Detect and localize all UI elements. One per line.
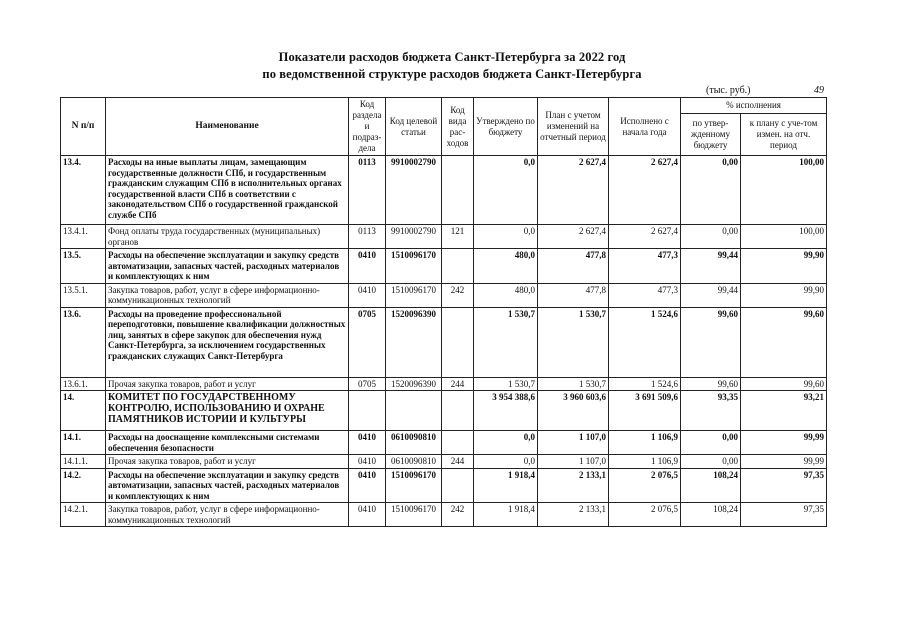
cell-utv: 1 530,7 <box>474 307 538 377</box>
table-row <box>61 468 827 503</box>
cell-statya: 9910002790 <box>386 225 442 249</box>
cell-name: Расходы на обеспечение эксплуатации и закупку средств автоматизации, запасных частей, расходных материалов и комплектующих к ним <box>106 249 349 284</box>
cell-utv: 1 918,4 <box>474 503 538 527</box>
cell-isp: 1 106,9 <box>609 431 681 455</box>
cell-pct-plan: 99,99 <box>741 455 827 469</box>
cell-pct-utv: 0,00 <box>681 431 741 455</box>
cell-razdel: 0113 <box>349 156 386 225</box>
cell-isp: 2 627,4 <box>609 225 681 249</box>
cell-statya: 1510096170 <box>386 283 442 307</box>
cell-plan: 1 107,0 <box>538 431 609 455</box>
cell-pct-utv: 108,24 <box>681 503 741 527</box>
cell-pct-utv: 99,60 <box>681 307 741 377</box>
cell-pct-plan: 99,99 <box>741 431 827 455</box>
table-row <box>61 156 827 225</box>
cell-name: Фонд оплаты труда государственных (муниципальных) органов <box>106 225 349 249</box>
cell-razdel: 0410 <box>349 431 386 455</box>
cell-statya: 1510096170 <box>386 503 442 527</box>
header-isp: Исполнено с начала года <box>609 98 681 156</box>
cell-utv: 3 954 388,6 <box>474 391 538 431</box>
cell-np: 14.2.1. <box>61 503 106 527</box>
table-row <box>61 283 827 307</box>
cell-razdel <box>349 391 386 431</box>
cell-np: 14.1. <box>61 431 106 455</box>
cell-isp: 1 106,9 <box>609 455 681 469</box>
cell-razdel: 0410 <box>349 455 386 469</box>
header-plan: План с учетом изменений на отчетный период <box>538 98 609 156</box>
cell-vid: 242 <box>442 503 474 527</box>
cell-plan: 477,8 <box>538 283 609 307</box>
cell-isp: 2 076,5 <box>609 468 681 503</box>
table-row <box>61 249 827 284</box>
cell-isp: 2 076,5 <box>609 503 681 527</box>
table-row <box>61 307 827 377</box>
cell-vid: 242 <box>442 283 474 307</box>
table-row <box>61 391 827 431</box>
cell-plan: 2 133,1 <box>538 503 609 527</box>
cell-plan: 1 107,0 <box>538 455 609 469</box>
page-number: 49 <box>814 85 824 96</box>
cell-plan: 2 133,1 <box>538 468 609 503</box>
cell-isp: 2 627,4 <box>609 156 681 225</box>
cell-pct-plan: 99,60 <box>741 377 827 391</box>
cell-pct-plan: 97,35 <box>741 503 827 527</box>
cell-pct-plan: 100,00 <box>741 156 827 225</box>
cell-vid <box>442 391 474 431</box>
table-row <box>61 377 827 391</box>
cell-name: Закупка товаров, работ, услуг в сфере информационно-коммуникационных технологий <box>106 503 349 527</box>
header-pct-plan: к плану с уче-том измен. на отч. период <box>741 113 827 155</box>
cell-pct-plan: 99,90 <box>741 249 827 284</box>
cell-utv: 1 918,4 <box>474 468 538 503</box>
cell-utv: 0,0 <box>474 225 538 249</box>
cell-name: Расходы на дооснащение комплексными системами обеспечения безопасности <box>106 431 349 455</box>
header-pct-group: % исполнения <box>681 98 827 114</box>
cell-name: КОМИТЕТ ПО ГОСУДАРСТВЕННОМУ КОНТРОЛЮ, ИСПОЛЬЗОВАНИЮ И ОХРАНЕ ПАМЯТНИКОВ ИСТОРИИ И КУЛЬТУРЫ <box>106 391 349 431</box>
cell-statya: 9910002790 <box>386 156 442 225</box>
units-label: (тыс. руб.) <box>706 85 751 96</box>
cell-vid <box>442 249 474 284</box>
table-row <box>61 503 827 527</box>
cell-vid: 244 <box>442 455 474 469</box>
header-utv: Утверждено по бюджету <box>474 98 538 156</box>
header-np: N п/п <box>61 98 106 156</box>
cell-razdel: 0113 <box>349 225 386 249</box>
cell-pct-plan: 93,21 <box>741 391 827 431</box>
header-name: Наименование <box>106 98 349 156</box>
cell-plan: 2 627,4 <box>538 225 609 249</box>
cell-np: 14.2. <box>61 468 106 503</box>
cell-statya <box>386 391 442 431</box>
cell-plan: 477,8 <box>538 249 609 284</box>
cell-statya: 1520096390 <box>386 377 442 391</box>
header-vid: Код вида рас-ходов <box>442 98 474 156</box>
cell-vid <box>442 431 474 455</box>
cell-razdel: 0410 <box>349 503 386 527</box>
cell-razdel: 0705 <box>349 307 386 377</box>
cell-plan: 2 627,4 <box>538 156 609 225</box>
cell-vid: 121 <box>442 225 474 249</box>
cell-isp: 1 524,6 <box>609 377 681 391</box>
budget-table <box>60 97 827 527</box>
cell-isp: 477,3 <box>609 249 681 284</box>
header-statya: Код целевой статьи <box>386 98 442 156</box>
cell-vid <box>442 156 474 225</box>
cell-vid: 244 <box>442 377 474 391</box>
cell-np: 13.4. <box>61 156 106 225</box>
cell-isp: 477,3 <box>609 283 681 307</box>
cell-razdel: 0705 <box>349 377 386 391</box>
cell-name: Расходы на иные выплаты лицам, замещающим государственные должности СПб, и государственным гражданским служащим СПб в исполнительных органах государственной власти СПб в соответствии с законодательством СПб о государственной гражданской службе СПб <box>106 156 349 225</box>
cell-statya: 1510096170 <box>386 249 442 284</box>
cell-pct-plan: 100,00 <box>741 225 827 249</box>
cell-name: Расходы на обеспечение эксплуатации и закупку средств автоматизации, запасных частей, расходных материалов и комплектующих к ним <box>106 468 349 503</box>
cell-vid <box>442 307 474 377</box>
cell-utv: 480,0 <box>474 283 538 307</box>
cell-np: 13.6.1. <box>61 377 106 391</box>
cell-name: Прочая закупка товаров, работ и услуг <box>106 377 349 391</box>
table-row <box>61 431 827 455</box>
cell-np: 13.6. <box>61 307 106 377</box>
cell-plan: 3 960 603,6 <box>538 391 609 431</box>
cell-pct-utv: 0,00 <box>681 455 741 469</box>
cell-plan: 1 530,7 <box>538 307 609 377</box>
document-title-line2: по ведомственной структуре расходов бюджета Санкт-Петербурга <box>262 67 642 81</box>
cell-razdel: 0410 <box>349 249 386 284</box>
header-razdel: Код раздела и подраз-дела <box>349 98 386 156</box>
document-title-line1: Показатели расходов бюджета Санкт-Петербурга за 2022 год <box>278 50 626 64</box>
cell-utv: 480,0 <box>474 249 538 284</box>
cell-statya: 1520096390 <box>386 307 442 377</box>
cell-statya: 1510096170 <box>386 468 442 503</box>
cell-pct-utv: 0,00 <box>681 156 741 225</box>
cell-np: 13.4.1. <box>61 225 106 249</box>
cell-pct-utv: 93,35 <box>681 391 741 431</box>
cell-pct-utv: 99,60 <box>681 377 741 391</box>
cell-np: 14.1.1. <box>61 455 106 469</box>
cell-pct-plan: 97,35 <box>741 468 827 503</box>
cell-utv: 0,0 <box>474 455 538 469</box>
cell-isp: 1 524,6 <box>609 307 681 377</box>
cell-utv: 0,0 <box>474 431 538 455</box>
cell-pct-utv: 0,00 <box>681 225 741 249</box>
cell-name: Закупка товаров, работ, услуг в сфере информационно-коммуникационных технологий <box>106 283 349 307</box>
cell-vid <box>442 468 474 503</box>
cell-isp: 3 691 509,6 <box>609 391 681 431</box>
cell-pct-plan: 99,60 <box>741 307 827 377</box>
cell-razdel: 0410 <box>349 283 386 307</box>
cell-pct-utv: 99,44 <box>681 283 741 307</box>
cell-statya: 0610090810 <box>386 455 442 469</box>
cell-name: Прочая закупка товаров, работ и услуг <box>106 455 349 469</box>
cell-pct-utv: 99,44 <box>681 249 741 284</box>
cell-pct-plan: 99,90 <box>741 283 827 307</box>
cell-np: 14. <box>61 391 106 431</box>
table-row <box>61 455 827 469</box>
cell-utv: 0,0 <box>474 156 538 225</box>
cell-np: 13.5.1. <box>61 283 106 307</box>
table-row <box>61 225 827 249</box>
cell-utv: 1 530,7 <box>474 377 538 391</box>
header-pct-utv: по утвер-жденному бюджету <box>681 113 741 155</box>
cell-razdel: 0410 <box>349 468 386 503</box>
cell-plan: 1 530,7 <box>538 377 609 391</box>
table-body <box>61 156 827 527</box>
cell-name: Расходы на проведение профессиональной переподготовки, повышение квалификации должностных лиц, занятых в сфере закупок для обеспечения нужд Санкт-Петербурга, за исключением государственных гражданских служащих Санкт-Петербурга <box>106 307 349 377</box>
cell-pct-utv: 108,24 <box>681 468 741 503</box>
cell-np: 13.5. <box>61 249 106 284</box>
cell-statya: 0610090810 <box>386 431 442 455</box>
